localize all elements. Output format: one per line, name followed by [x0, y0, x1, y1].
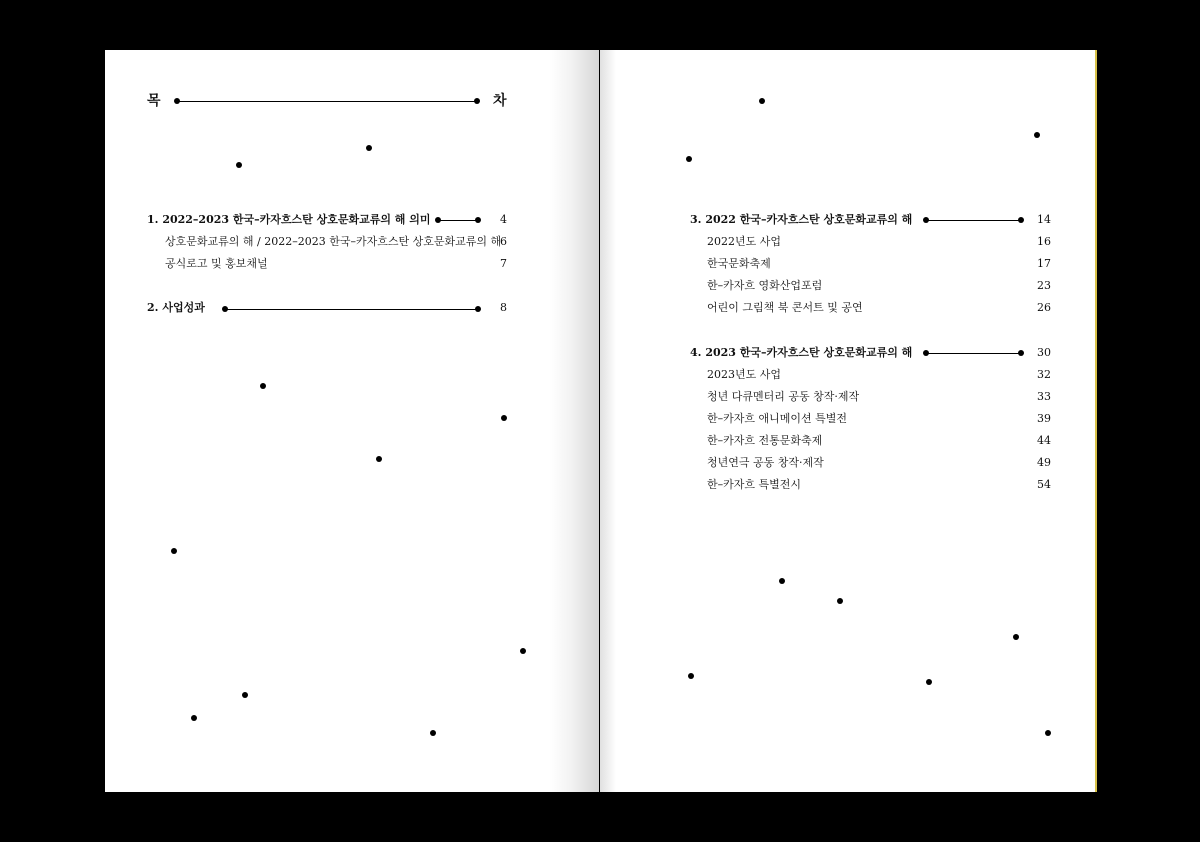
- decor-dot: [926, 679, 932, 685]
- toc-item[interactable]: 한–카자흐 특별전시: [707, 478, 802, 491]
- toc-item[interactable]: 2023년도 사업: [707, 368, 781, 381]
- toc-item[interactable]: 청년 다큐멘터리 공동 창작·제작: [707, 390, 860, 403]
- left-page: [105, 50, 599, 792]
- decor-dot: [520, 648, 526, 654]
- toc-section-4-page: 30: [1037, 346, 1051, 359]
- header-connector: [174, 98, 480, 104]
- toc-item[interactable]: 한–카자흐 전통문화축제: [707, 434, 823, 447]
- decor-dot: [236, 162, 242, 168]
- decor-dot: [837, 598, 843, 604]
- page-edge: [1095, 50, 1097, 792]
- toc-section-1-title[interactable]: 1. 2022–2023 한국–카자흐스탄 상호문화교류의 해 의미: [147, 213, 431, 226]
- toc-section-2-title[interactable]: 2. 사업성과: [147, 301, 205, 314]
- toc-item[interactable]: 한–카자흐 애니메이션 특별전: [707, 412, 848, 425]
- decor-dot: [688, 673, 694, 679]
- toc-item-page: 16: [1037, 235, 1051, 248]
- decor-dot: [191, 715, 197, 721]
- gutter-shadow: [549, 50, 599, 792]
- decor-dot: [430, 730, 436, 736]
- toc-item-page: 7: [500, 257, 507, 270]
- decor-dot: [501, 415, 507, 421]
- toc-section-3-page: 14: [1037, 213, 1051, 226]
- toc-item-page: 26: [1037, 301, 1051, 314]
- toc-item[interactable]: 상호문화교류의 해 / 2022–2023 한국–카자흐스탄 상호문화교류의 해: [165, 235, 502, 248]
- decor-dot: [376, 456, 382, 462]
- decor-dot: [779, 578, 785, 584]
- decor-dot: [1013, 634, 1019, 640]
- toc-item-page: 49: [1037, 456, 1051, 469]
- decor-dot: [260, 383, 266, 389]
- toc-item-page: 44: [1037, 434, 1051, 447]
- toc-item-page: 54: [1037, 478, 1051, 491]
- toc-item[interactable]: 한–카자흐 영화산업포럼: [707, 279, 823, 292]
- decor-dot: [686, 156, 692, 162]
- decor-dot: [759, 98, 765, 104]
- decor-dot: [171, 548, 177, 554]
- toc-item-page: 39: [1037, 412, 1051, 425]
- section-1-connector: [435, 217, 481, 223]
- toc-item[interactable]: 한국문화축제: [707, 257, 771, 270]
- section-4-connector: [923, 350, 1024, 356]
- toc-item[interactable]: 청년연극 공동 창작·제작: [707, 456, 824, 469]
- right-page: [600, 50, 1095, 792]
- toc-section-3-title[interactable]: 3. 2022 한국–카자흐스탄 상호문화교류의 해: [690, 213, 913, 226]
- toc-item[interactable]: 2022년도 사업: [707, 235, 781, 248]
- decor-dot: [1045, 730, 1051, 736]
- toc-section-2-page: 8: [500, 301, 507, 314]
- section-2-connector: [222, 306, 481, 312]
- toc-item-page: 33: [1037, 390, 1051, 403]
- toc-item-page: 17: [1037, 257, 1051, 270]
- section-3-connector: [923, 217, 1024, 223]
- toc-item[interactable]: 공식로고 및 홍보채널: [165, 257, 268, 270]
- toc-item-page: 23: [1037, 279, 1051, 292]
- decor-dot: [1034, 132, 1040, 138]
- toc-item-page: 6: [500, 235, 507, 248]
- toc-item-page: 32: [1037, 368, 1051, 381]
- gutter-shadow: [600, 50, 616, 792]
- toc-item[interactable]: 어린이 그림책 북 콘서트 및 공연: [707, 301, 863, 314]
- decor-dot: [366, 145, 372, 151]
- decor-dot: [242, 692, 248, 698]
- toc-header-start: 목: [147, 93, 161, 109]
- toc-header-end: 차: [493, 93, 507, 109]
- toc-section-1-page: 4: [500, 213, 507, 226]
- toc-section-4-title[interactable]: 4. 2023 한국–카자흐스탄 상호문화교류의 해: [690, 346, 913, 359]
